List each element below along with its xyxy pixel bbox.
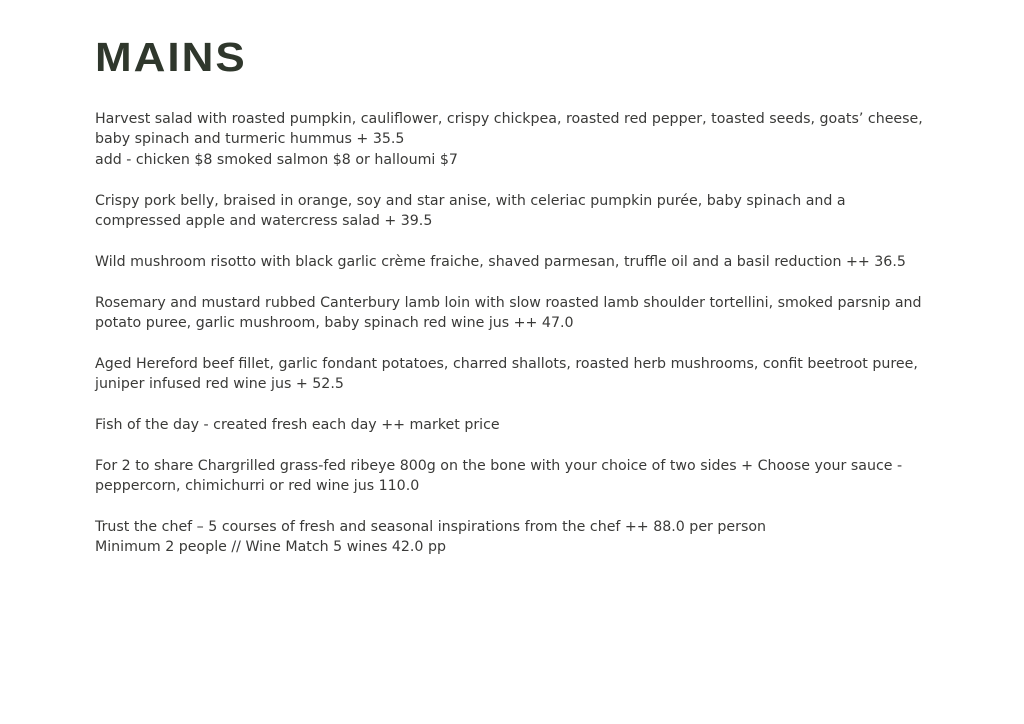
menu-item-lamb-loin <box>95 293 925 334</box>
menu-item-description: Harvest salad with roasted pumpkin, cauliflower, crispy chickpea, roasted red pepper, toasted seeds, goats’ cheese, baby spinach and turmeric hummus + 35.5 <box>95 111 923 148</box>
menu-item-harvest-salad <box>95 109 925 170</box>
menu-item-trust-the-chef <box>95 517 925 558</box>
menu-item-description: For 2 to share Chargrilled grass-fed ribeye 800g on the bone with your choice of two sides + Choose your sauce - peppercorn, chimichurri or red wine jus 110.0 <box>95 457 903 495</box>
page-title: MAINS <box>95 35 247 81</box>
menu-item-description: Fish of the day - created fresh each day ++ market price <box>95 417 500 434</box>
menu-item-description: Wild mushroom risotto with black garlic crème fraiche, shaved parmesan, truffle oil and a basil reduction ++ 36.5 <box>95 253 906 270</box>
menu-item-description: Crispy pork belly, braised in orange, soy and star anise, with celeriac pumpkin purée, baby spinach and a compressed apple and watercress salad + 39.5 <box>95 192 846 230</box>
menu-item-fish-of-the-day <box>95 415 925 435</box>
menu-item-beef-fillet <box>95 354 925 395</box>
menu-item-ribeye-to-share <box>95 456 925 497</box>
menu-item-description: Aged Hereford beef fillet, garlic fondant potatoes, charred shallots, roasted herb mushrooms, confit beetroot puree, juniper infused red wine jus + 52.5 <box>95 355 918 393</box>
menu-item-pork-belly <box>95 191 925 232</box>
menu-item-note: Minimum 2 people // Wine Match 5 wines 42.0 pp <box>95 539 446 556</box>
menu-item-description: Trust the chef – 5 courses of fresh and seasonal inspirations from the chef ++ 88.0 per person <box>95 519 767 536</box>
menu-page <box>95 35 925 578</box>
menu-item-addons: add - chicken $8 smoked salmon $8 or halloumi $7 <box>95 151 458 168</box>
menu-item-mushroom-risotto <box>95 252 925 272</box>
menu-item-description: Rosemary and mustard rubbed Canterbury lamb loin with slow roasted lamb shoulder tortellini, smoked parsnip and potato puree, garlic mushroom, baby spinach red wine jus ++ 47.0 <box>95 294 922 332</box>
